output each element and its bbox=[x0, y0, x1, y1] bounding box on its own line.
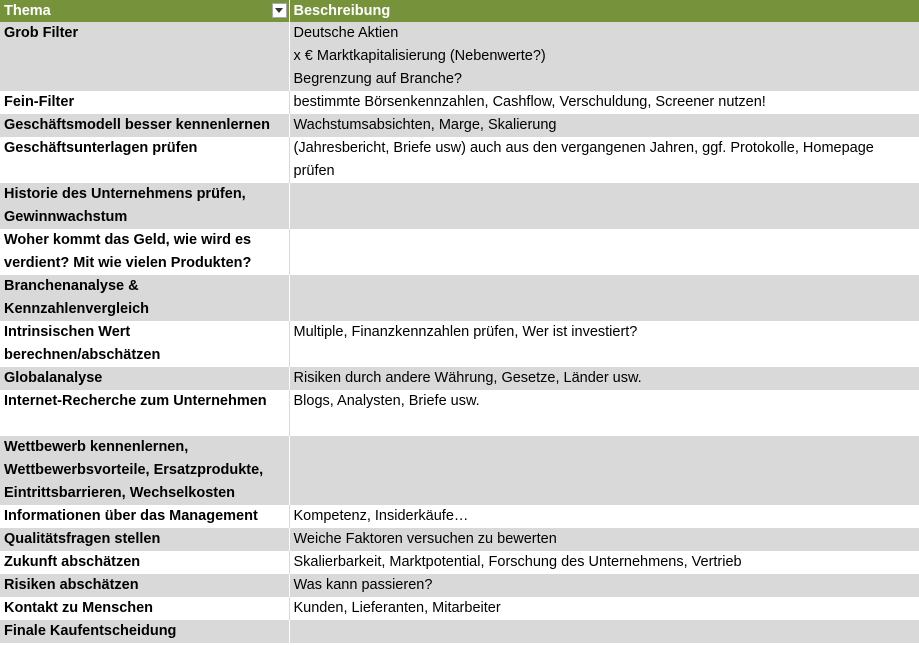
table-row bbox=[0, 91, 919, 114]
cell-text-line: x € Marktkapitalisierung (Nebenwerte?) bbox=[293, 48, 546, 64]
chevron-down-icon bbox=[275, 8, 283, 13]
cell-thema[interactable]: Branchenanalyse & Kennzahlenvergleich bbox=[0, 275, 289, 321]
cell-thema[interactable]: Kontakt zu Menschen bbox=[0, 597, 289, 620]
filter-dropdown-button[interactable] bbox=[272, 3, 287, 18]
cell-beschreibung[interactable] bbox=[289, 137, 919, 183]
cell-thema[interactable]: Qualitätsfragen stellen bbox=[0, 528, 289, 551]
cell-text-line: Blogs, Analysten, Briefe usw. bbox=[293, 393, 480, 409]
cell-thema[interactable]: Wettbewerb kennenlernen, Wettbewerbsvorteile, Ersatzprodukte, Eintrittsbarrieren, Wechselkosten bbox=[0, 436, 289, 505]
column-header-label: Beschreibung bbox=[293, 3, 391, 19]
cell-text-line: Deutsche Aktien bbox=[293, 25, 399, 41]
cell-beschreibung[interactable] bbox=[289, 597, 919, 620]
table-row bbox=[0, 367, 919, 390]
cell-thema[interactable]: Historie des Unternehmens prüfen, Gewinnwachstum bbox=[0, 183, 289, 229]
cell-thema[interactable]: Intrinsischen Wert berechnen/abschätzen bbox=[0, 321, 289, 367]
table-row bbox=[0, 114, 919, 137]
cell-beschreibung[interactable] bbox=[289, 620, 919, 643]
cell-beschreibung[interactable] bbox=[289, 367, 919, 390]
cell-text-line: Risiken durch andere Währung, Gesetze, Länder usw. bbox=[293, 370, 642, 386]
cell-thema[interactable]: Finale Kaufentscheidung bbox=[0, 620, 289, 643]
cell-text-line: Weiche Faktoren versuchen zu bewerten bbox=[293, 531, 557, 547]
cell-thema[interactable]: Grob Filter bbox=[0, 22, 289, 91]
cell-text-line: Kompetenz, Insiderkäufe… bbox=[293, 508, 469, 524]
cell-thema[interactable]: Zukunft abschätzen bbox=[0, 551, 289, 574]
table-row bbox=[0, 528, 919, 551]
cell-beschreibung[interactable] bbox=[289, 183, 919, 229]
cell-text-line: (Jahresbericht, Briefe usw) auch aus den vergangenen Jahren, ggf. Protokolle, Homepage prüfen bbox=[293, 140, 874, 179]
cell-text-line: Was kann passieren? bbox=[293, 577, 433, 593]
cell-beschreibung[interactable] bbox=[289, 505, 919, 528]
table-row bbox=[0, 183, 919, 229]
cell-thema[interactable]: Woher kommt das Geld, wie wird es verdient? Mit wie vielen Produkten? bbox=[0, 229, 289, 275]
cell-text-line: Multiple, Finanzkennzahlen prüfen, Wer ist investiert? bbox=[293, 324, 638, 340]
cell-text-line: Skalierbarkeit, Marktpotential, Forschung des Unternehmens, Vertrieb bbox=[293, 554, 742, 570]
column-header-label: Thema bbox=[4, 3, 51, 19]
table-row bbox=[0, 321, 919, 367]
cell-text-line: bestimmte Börsenkennzahlen, Cashflow, Verschuldung, Screener nutzen! bbox=[293, 94, 766, 110]
cell-thema[interactable]: Fein-Filter bbox=[0, 91, 289, 114]
table-row bbox=[0, 390, 919, 436]
table-row bbox=[0, 551, 919, 574]
cell-thema[interactable]: Informationen über das Management bbox=[0, 505, 289, 528]
table-row bbox=[0, 574, 919, 597]
cell-beschreibung[interactable] bbox=[289, 321, 919, 367]
cell-beschreibung[interactable] bbox=[289, 436, 919, 505]
cell-beschreibung[interactable] bbox=[289, 114, 919, 137]
cell-thema[interactable]: Internet-Recherche zum Unternehmen bbox=[0, 390, 289, 436]
cell-thema[interactable]: Globalanalyse bbox=[0, 367, 289, 390]
table-row bbox=[0, 505, 919, 528]
header-row bbox=[0, 0, 919, 22]
cell-text-line: Wachstumsabsichten, Marge, Skalierung bbox=[293, 117, 557, 133]
table-row bbox=[0, 620, 919, 643]
table-body bbox=[0, 22, 919, 643]
cell-thema[interactable]: Geschäftsunterlagen prüfen bbox=[0, 137, 289, 183]
table-row bbox=[0, 275, 919, 321]
table-row bbox=[0, 597, 919, 620]
cell-beschreibung[interactable] bbox=[289, 275, 919, 321]
column-header-beschreibung[interactable] bbox=[289, 0, 919, 22]
cell-beschreibung[interactable] bbox=[289, 22, 919, 91]
cell-beschreibung[interactable] bbox=[289, 390, 919, 436]
cell-beschreibung[interactable] bbox=[289, 91, 919, 114]
column-header-thema[interactable] bbox=[0, 0, 289, 22]
cell-thema[interactable]: Risiken abschätzen bbox=[0, 574, 289, 597]
table-row bbox=[0, 436, 919, 505]
cell-thema[interactable]: Geschäftsmodell besser kennenlernen bbox=[0, 114, 289, 137]
cell-beschreibung[interactable] bbox=[289, 528, 919, 551]
cell-beschreibung[interactable] bbox=[289, 229, 919, 275]
table-row bbox=[0, 22, 919, 91]
cell-beschreibung[interactable] bbox=[289, 551, 919, 574]
cell-text-line: Begrenzung auf Branche? bbox=[293, 71, 462, 87]
table-row bbox=[0, 229, 919, 275]
cell-beschreibung[interactable] bbox=[289, 574, 919, 597]
table-row bbox=[0, 137, 919, 183]
cell-text-line: Kunden, Lieferanten, Mitarbeiter bbox=[293, 600, 501, 616]
